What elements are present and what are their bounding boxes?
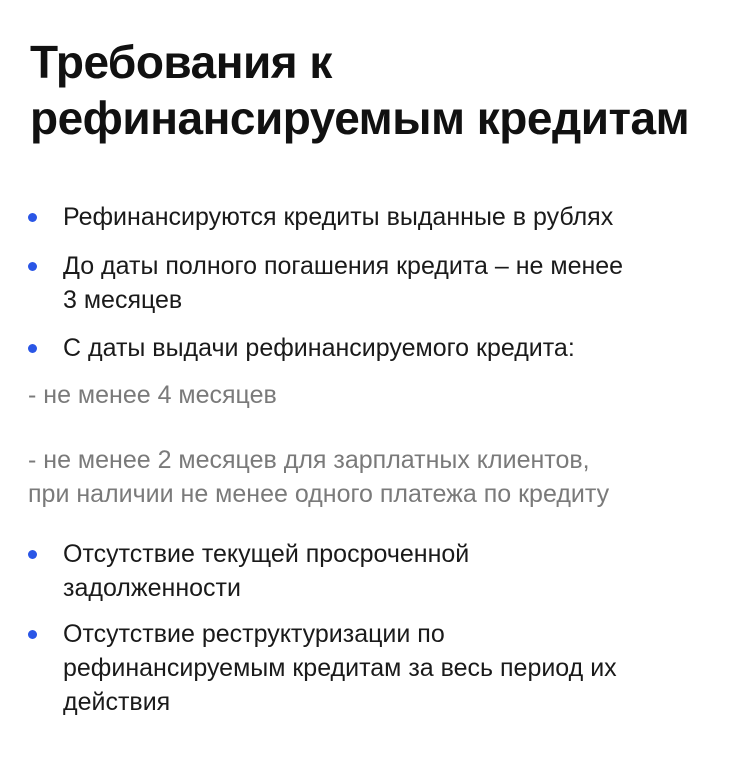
bullet-dot-icon — [28, 344, 37, 353]
sub-item-line: - не менее 2 месяцев для зарплатных клиентов, — [28, 446, 590, 474]
sub-item — [28, 378, 728, 412]
page-title-line-1: Требования к — [30, 36, 332, 88]
list-item-text — [63, 331, 713, 365]
page-title-line-2: рефинансируемым кредитам — [30, 92, 690, 144]
bullet-dot-icon — [28, 550, 37, 559]
list-item-text — [63, 537, 713, 605]
list-item-line: 3 месяцев — [63, 286, 183, 314]
list-item-line: До даты полного погашения кредита – не менее — [63, 252, 624, 280]
bullet-dot-icon — [28, 213, 37, 222]
list-item-text — [63, 200, 713, 234]
bullet-dot-icon — [28, 630, 37, 639]
list-item-line: задолженности — [63, 574, 241, 602]
list-item-line: Рефинансируются кредиты выданные в рублях — [63, 203, 614, 231]
list-item-line: рефинансируемым кредитам за весь период их — [63, 654, 617, 682]
sub-item — [28, 443, 728, 511]
list-item-text — [63, 617, 713, 719]
sub-item-line: - не менее 4 месяцев — [28, 381, 277, 409]
bullet-dot-icon — [28, 262, 37, 271]
sub-item-line: при наличии не менее одного платежа по кредиту — [28, 480, 610, 508]
list-item-text — [63, 249, 713, 317]
page-title — [30, 34, 730, 146]
list-item-line: действия — [63, 688, 171, 716]
list-item-line: Отсутствие текущей просроченной — [63, 540, 470, 568]
list-item-line: Отсутствие реструктуризации по — [63, 620, 445, 648]
list-item-line: С даты выдачи рефинансируемого кредита: — [63, 334, 575, 362]
